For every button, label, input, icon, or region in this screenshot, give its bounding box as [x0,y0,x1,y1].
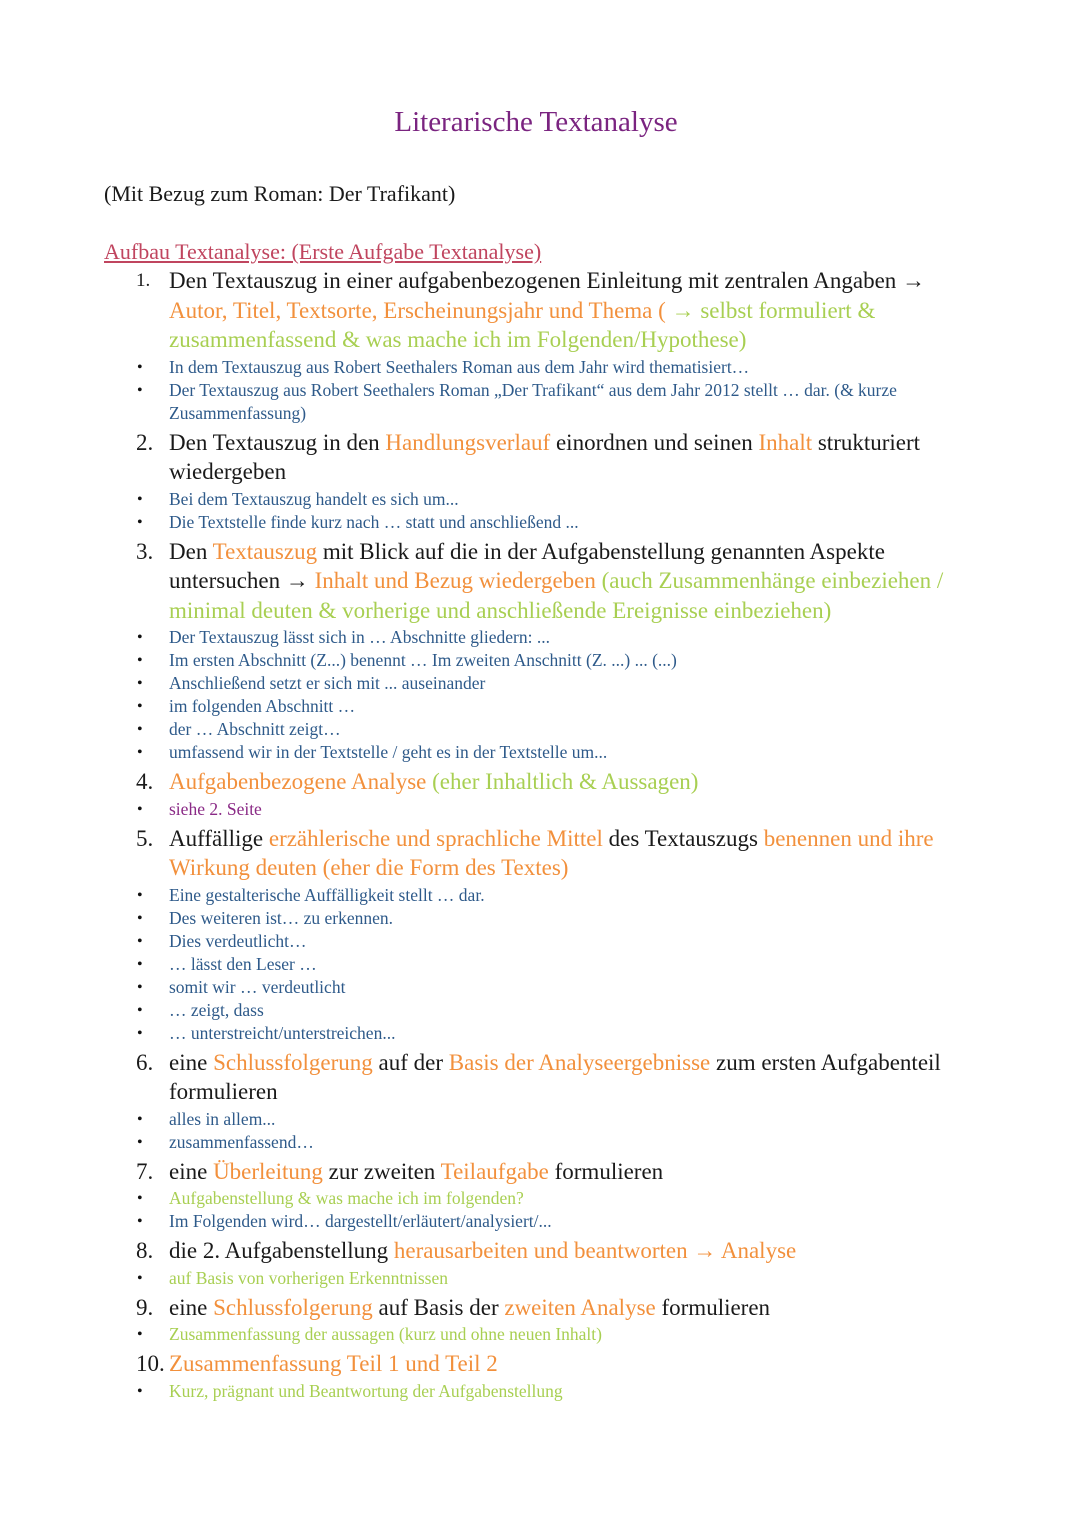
step-text-segment: formulieren [548,1158,664,1184]
step-text [0,266,1080,355]
step-text-segment: Schlussfolgerung [213,1294,373,1320]
step-text-segment: Basis der Analyseergebnisse [448,1049,711,1075]
bullet-item: • alles in allem... [0,1108,1080,1131]
step-text [0,537,1080,626]
bullet-list [0,1323,1080,1346]
step-text-segment: Aufgabenbezogene Analyse [169,769,427,794]
step-item [0,1349,1080,1403]
step-number: 6. [136,1049,154,1075]
bullet-item: • Dies verdeutlicht… [0,930,1080,953]
step-text-segment: einordnen und seinen [550,429,759,455]
bullet-item: • Im ersten Abschnitt (Z...) benennt … Im zweiten Anschnitt (Z. ...) ... (...) [0,649,1080,672]
step-text [0,767,1080,797]
step-text-segment: mit Blick auf die in der Aufgabenstellung genannten Aspekte untersuchen → [169,538,885,593]
step-text-segment: zur zweiten [322,1158,441,1184]
step-item [0,824,1080,1045]
bullet-list [0,1108,1080,1154]
bullet-item: • … lässt den Leser … [0,953,1080,976]
step-text-segment: strukturiert wiedergeben [169,429,921,484]
step-list [0,266,1080,1406]
step-item [0,1157,1080,1234]
step-number: 1. [136,270,151,291]
bullet-list [0,1380,1080,1403]
step-text [0,1157,1080,1187]
step-text-segment: zweiten Analyse [504,1294,656,1320]
step-text-segment: Inhalt und Bezug wiedergeben [314,568,596,593]
bullet-list [0,356,1080,425]
step-item [0,266,1080,425]
step-number: 5. [136,825,154,851]
step-text-segment: Textauszug [212,538,318,564]
step-text-segment: formulieren [655,1294,771,1320]
step-text-segment: die 2. Aufgabenstellung [169,1238,394,1263]
step-item [0,1236,1080,1290]
step-number: 9. [136,1294,154,1320]
step-text-segment: (eher die Form des Textes) [316,855,569,880]
bullet-list [0,884,1080,1045]
step-text-segment: Den Textauszug in den [169,429,386,455]
bullet-item: • In dem Textauszug aus Robert Seethalers Roman aus dem Jahr wird thematisiert… [0,356,1080,379]
step-number: 2. [136,429,154,455]
bullet-item: • Kurz, prägnant und Beantwortung der Aufgabenstellung [0,1380,1080,1403]
step-text-segment: Den [169,538,213,564]
document-subtitle: (Mit Bezug zum Roman: Der Trafikant) [104,181,456,206]
step-item [0,537,1080,765]
step-text-segment: des Textauszugs [602,825,764,851]
step-text-segment: Zusammenfassung Teil 1 und Teil 2 [169,1351,498,1376]
step-item [0,1293,1080,1347]
step-text-segment: → selbst formuliert & zusammenfassend & was mache ich im Folgenden/Hypothese) [169,297,876,352]
step-text-segment: Teilaufgabe [440,1158,549,1184]
step-text [0,824,1080,883]
bullet-item: • auf Basis von vorherigen Erkenntnissen [0,1267,1080,1290]
step-text [0,428,1080,487]
step-item [0,428,1080,534]
step-text-segment: → [902,268,926,293]
bullet-item: • der … Abschnitt zeigt… [0,718,1080,741]
step-text-segment: eine [169,1158,214,1184]
step-text-segment: zum ersten Aufgabenteil formulieren [169,1049,941,1104]
bullet-item: • Bei dem Textauszug handelt es sich um... [0,488,1080,511]
bullet-item: • Aufgabenstellung & was mache ich im folgenden? [0,1187,1080,1210]
bullet-list [0,626,1080,764]
bullet-item: • Zusammenfassung der aussagen (kurz und ohne neuen Inhalt) [0,1323,1080,1346]
bullet-item: • … unterstreicht/unterstreichen... [0,1022,1080,1045]
bullet-item: • Anschließend setzt er sich mit ... auseinander [0,672,1080,695]
step-text-segment: Den Textauszug in einer aufgabenbezogenen Einleitung mit zentralen Angaben [169,268,903,293]
step-text-segment: (auch Zusammenhänge einbeziehen / minimal deuten & vorherige und anschließende Ereignisse einbeziehen) [169,568,944,623]
bullet-item: • zusammenfassend… [0,1131,1080,1154]
step-number: 3. [136,538,154,564]
step-text-segment: Handlungsverlauf [385,429,551,455]
step-text-segment: benennen und ihre Wirkung deuten [169,825,934,880]
step-text-segment: Inhalt [758,429,813,455]
step-number: 10. [136,1351,165,1376]
step-text-segment: Überleitung [213,1158,323,1184]
step-text-segment: herausarbeiten und beantworten → Analyse [393,1238,797,1263]
document-title: Literarische Textanalyse [394,106,678,138]
bullet-list [0,1187,1080,1233]
step-text-segment: erzählerische und sprachliche Mittel [268,825,603,851]
step-text [0,1236,1080,1266]
bullet-list [0,798,1080,821]
bullet-item: • Des weiteren ist… zu erkennen. [0,907,1080,930]
step-text-segment: Auffällige [169,825,269,851]
step-text-segment: eine [169,1294,214,1320]
step-text [0,1349,1080,1379]
step-item [0,1048,1080,1154]
step-text [0,1048,1080,1107]
bullet-item: • Eine gestalterische Auffälligkeit stellt … dar. [0,884,1080,907]
step-text-segment: auf der [372,1049,449,1075]
bullet-item: • somit wir … verdeutlicht [0,976,1080,999]
step-text [0,1293,1080,1323]
step-text-segment: auf Basis der [372,1294,505,1320]
step-text-segment: (eher Inhaltlich & Aussagen) [426,769,699,794]
bullet-item: • Die Textstelle finde kurz nach … statt und anschließend ... [0,511,1080,534]
step-text-segment: Schlussfolgerung [213,1049,373,1075]
bullet-item: • im folgenden Abschnitt … [0,695,1080,718]
step-number: 7. [136,1158,154,1184]
bullet-list [0,1267,1080,1290]
bullet-item: • Der Textauszug lässt sich in … Abschnitte gliedern: ... [0,626,1080,649]
step-number: 8. [136,1238,154,1263]
bullet-item: • Der Textauszug aus Robert Seethalers Roman „Der Trafikant“ aus dem Jahr 2012 stellt … dar. (& kurze Zusammenfassung) [0,379,1080,425]
bullet-item: • Im Folgenden wird… dargestellt/erläutert/analysiert/... [0,1210,1080,1233]
bullet-item: • umfassend wir in der Textstelle / geht es in der Textstelle um... [0,741,1080,764]
bullet-item: • siehe 2. Seite [0,798,1080,821]
bullet-item: • … zeigt, dass [0,999,1080,1022]
step-item [0,767,1080,821]
step-text-segment: Autor, Titel, Textsorte, Erscheinungsjahr und Thema ( [169,297,672,323]
bullet-list [0,488,1080,534]
step-number: 4. [136,769,154,794]
section-heading: Aufbau Textanalyse: (Erste Aufgabe Textanalyse) [104,239,542,264]
step-text-segment: eine [169,1049,214,1075]
